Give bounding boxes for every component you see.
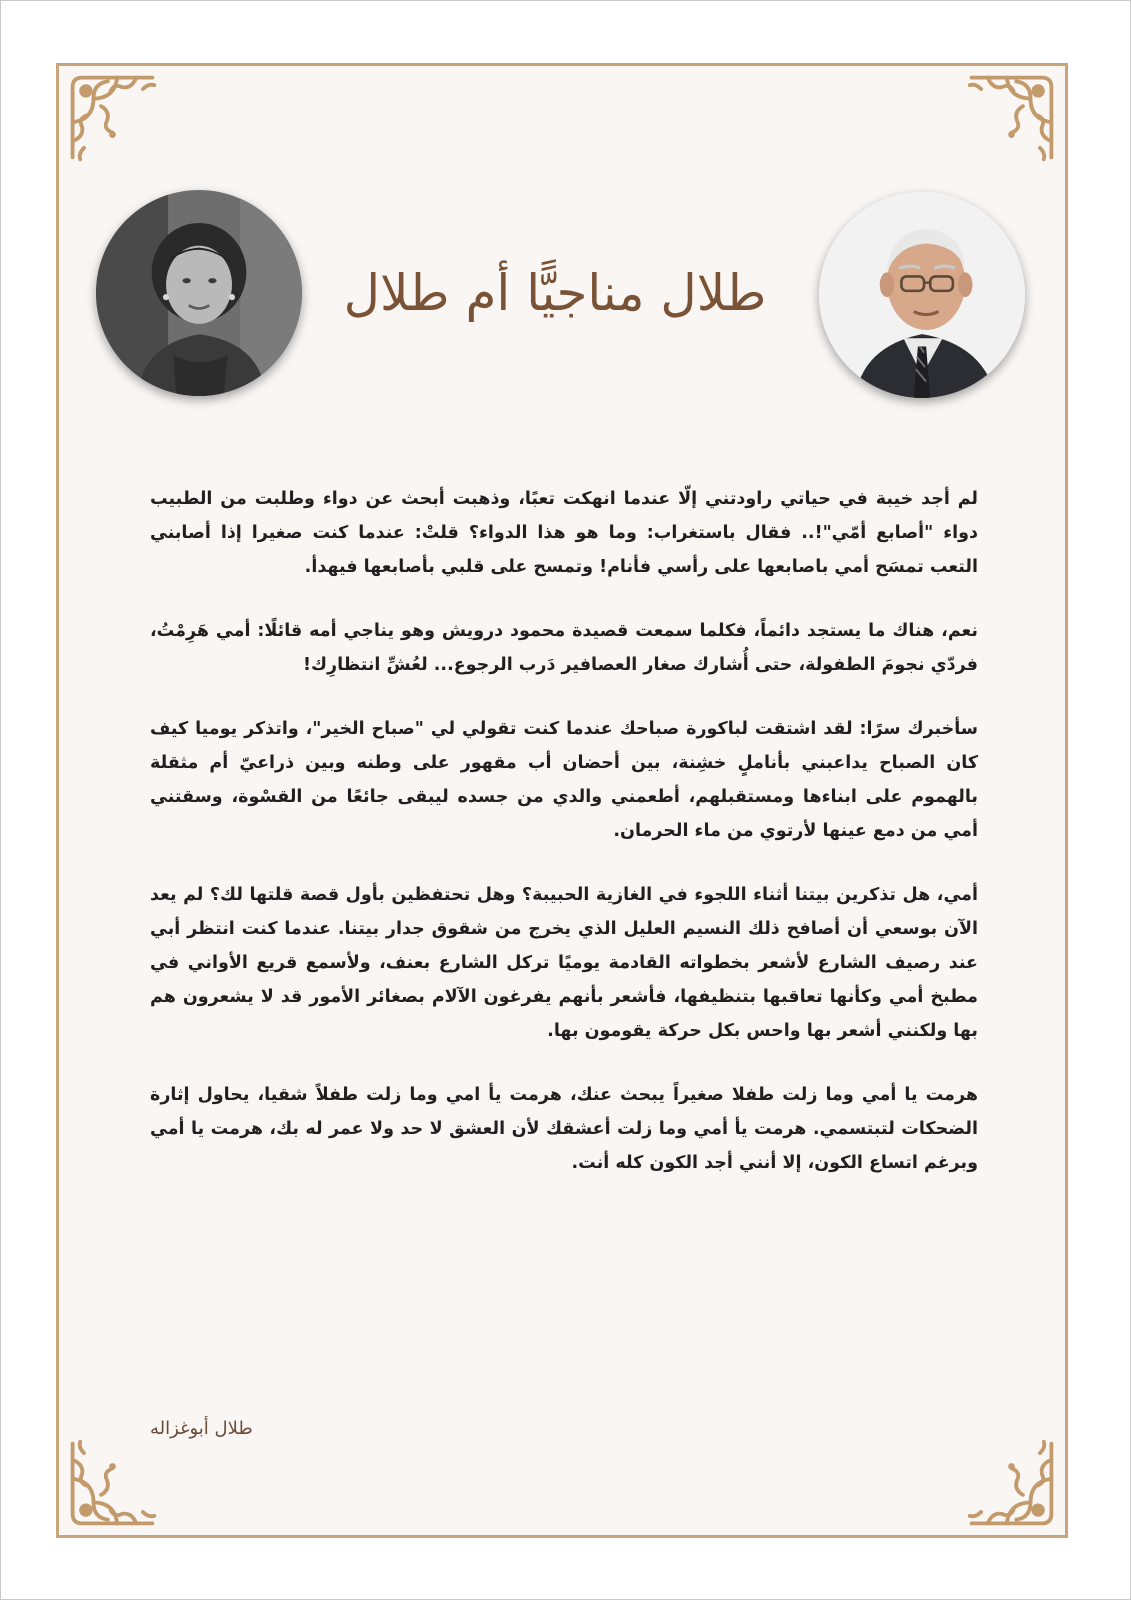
paragraph: نعم، هناك ما يستجد دائماً، فكلما سمعت قصيدة محمود درويش وهو يناجي أمه قائلًا: أمي هَرِمْتُ، فردّي نجومَ الطفولة، حتى أُشارك صغار العصافير دَرب الرجوع... لعُشِّ انتظارِك! — [150, 621, 978, 675]
page-title: طلال مناجيًّا أم طلال — [343, 264, 767, 322]
woman-portrait-photo — [96, 190, 302, 396]
paragraph: لم أجد خيبة في حياتي راودتني إلّا عندما انهكت تعبًا، وذهبت أبحث عن دواء وطلبت من الطبيب دواء "أصابع أمّي"!.. فقال باستغراب: وما هو هذا الدواء؟ قلتْ: عندما كنت صغيرا إذا أصابني التعب تمسَح أمي باصابعها على رأسي فأنام! وتمسح على قلبي بأصابعها فيهدأ. — [150, 489, 978, 577]
corner-ornament-icon — [65, 70, 160, 165]
corner-ornament-icon — [964, 70, 1059, 165]
paragraph: سأخبرك سرًا: لقد اشتقت لباكورة صباحك عندما كنت تقولي لي "صباح الخير"، واتذكر يوميا كيف كان الصباح يداعبني بأناملٍ خشِنة، بين أحضان أب مقهور على وطنه وبين ذراعيّ أم مثقلة بالهموم على ابناءها ومستقبلهم، أطعمني والدي من جسده ليبقى جائعًا من القسْوة، وسقتني أمي من دمع عينها لأرتوي من ماء الحرمان. — [150, 719, 978, 841]
letter-body — [150, 482, 978, 1210]
paragraph: هرمت يا أمي وما زلت طفلا صغيراً يبحث عنك، هرمت يأ امي وما زلت طفلاً شقيا، يحاول إثارة الضحكات لتبتسمي. هرمت يأ أمي وما زلت أعشقك لأن العشق لا حد ولا عمر له بك، هرمت يا أمي وبرغم اتساع الكون، إلا أنني أجد الكون كله أنت. — [150, 1085, 978, 1173]
paragraph: أمي، هل تذكرين بيتنا أثناء اللجوء في الغازية الحبيبة؟ وهل تحتفظين بأول قصة قلتها لك؟ لم يعد الآن بوسعي أن أصافح ذلك النسيم العليل الذي يخرج من شقوق جدار بيتنا. عندما كنت انتظر أبي عند رصيف الشارع لأشعر بخطواته القادمة يوميًا تركل الشارع بعنف، ولأسمع قريع الأواني في مطبخ أمي وكأنها تعاقبها بتنظيفها، فأشعر بأنهم يفرغون الآلام بصغائر الأمور قد لا يشعرون هم بها ولكنني أشعر بها واحس بكل حركة يقومون بها. — [150, 885, 978, 1041]
corner-ornament-icon — [65, 1436, 160, 1531]
author-signature: طلال أبوغزاله — [150, 1418, 253, 1439]
man-portrait-photo — [819, 192, 1025, 398]
corner-ornament-icon — [964, 1436, 1059, 1531]
